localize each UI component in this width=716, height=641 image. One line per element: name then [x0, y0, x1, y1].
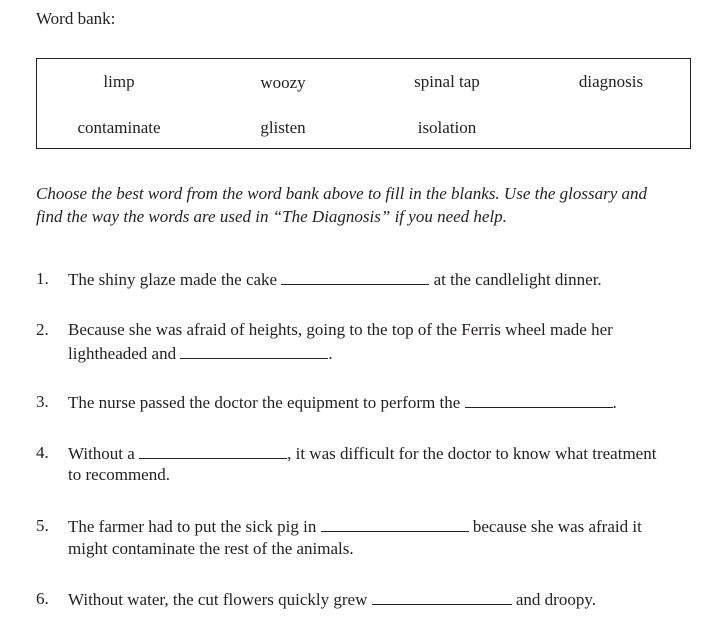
word-bank-word-isolation: isolation	[417, 118, 477, 137]
answer-blank-6[interactable]	[372, 587, 512, 605]
question-text	[68, 390, 617, 414]
word-bank-word-contaminate: contaminate	[77, 118, 161, 137]
question-text	[68, 587, 596, 611]
answer-blank-4[interactable]	[139, 441, 287, 459]
answer-blank-5[interactable]	[321, 514, 469, 532]
answer-blank-2[interactable]	[180, 341, 328, 359]
question-number: 3.	[36, 392, 49, 411]
question-text-after: .	[612, 393, 617, 412]
word-bank-word-glisten: glisten	[260, 118, 306, 137]
question-number: 1.	[36, 269, 49, 288]
question-text-before: Without water, the cut flowers quickly grew	[68, 590, 372, 609]
question-text-before: The farmer had to put the sick pig in	[68, 517, 321, 536]
question-text	[68, 514, 642, 538]
question-text-line-2	[68, 341, 333, 365]
question-number: 6.	[36, 589, 49, 608]
word-bank-box	[36, 58, 691, 149]
instructions-line-2: find the way the words are used in “The Diagnosis” if you need help.	[36, 207, 507, 226]
question-text-line-2: might contaminate the rest of the animals.	[68, 539, 354, 558]
question-text-after: and droopy.	[511, 590, 596, 609]
instructions	[36, 182, 696, 228]
question-text-after: at the candlelight dinner.	[429, 270, 602, 289]
word-bank-heading: Word bank:	[36, 9, 116, 28]
question-text-before: The nurse passed the doctor the equipment to perform the	[68, 393, 465, 412]
question-text-before: The shiny glaze made the cake	[68, 270, 282, 289]
question-text	[68, 441, 656, 465]
question-text-after: , it was difficult for the doctor to know what treatment	[287, 444, 657, 463]
word-bank-word-woozy: woozy	[260, 73, 306, 92]
question-text-after: .	[328, 344, 333, 363]
question-number: 5.	[36, 516, 49, 535]
question-number: 4.	[36, 443, 49, 462]
question-text	[68, 267, 602, 291]
question-text-before: lightheaded and	[68, 344, 181, 363]
question-text-after: because she was afraid it	[468, 517, 642, 536]
instructions-line-1: Choose the best word from the word bank above to fill in the blanks. Use the glossary and	[36, 184, 648, 203]
question-text-before: Without a	[68, 444, 140, 463]
word-bank-word-limp: limp	[103, 72, 135, 91]
question-text-line-2: to recommend.	[68, 465, 170, 484]
answer-blank-3[interactable]	[465, 390, 613, 408]
word-bank-word-spinal-tap: spinal tap	[414, 72, 480, 91]
question-text: Because she was afraid of heights, going to the top of the Ferris wheel made her	[68, 320, 613, 339]
answer-blank-1[interactable]	[281, 267, 429, 285]
question-number: 2.	[36, 320, 49, 339]
word-bank-word-diagnosis: diagnosis	[578, 72, 644, 91]
